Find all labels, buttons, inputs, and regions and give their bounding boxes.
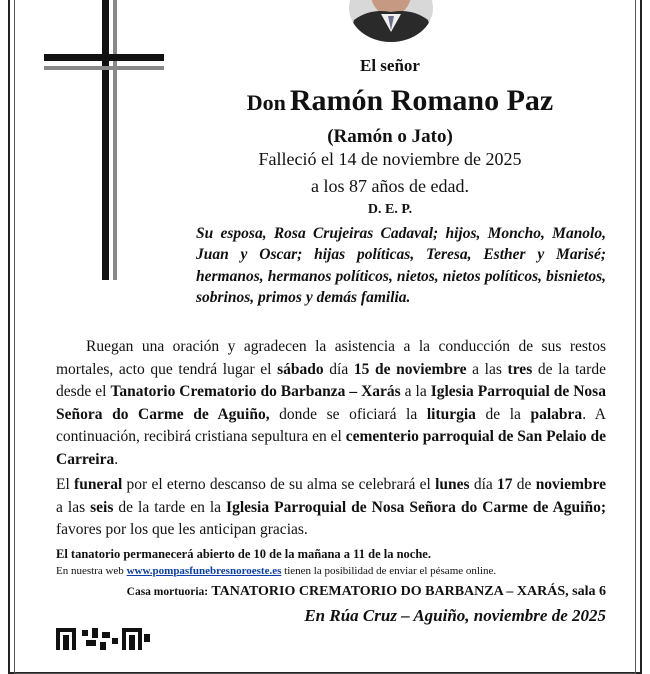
deceased-alias: (Ramón o Jato) — [327, 126, 453, 147]
title-el-senor: El señor — [360, 56, 420, 75]
rip-mark: D. E. P. — [367, 202, 413, 217]
invitation-paragraph: Ruegan una oración y agradecen la asistencia a la conducción de sus restos mortales, acto que tendrá lugar el sábado día 15 de noviembre a las tres de la tarde desde el Tanatorio Crematorio do Barbanza – Xarás a la Iglesia Parroquial de Nosa Señora do Carme de Aguiño, donde se oficiará la liturgia de la palabra. A continuación, recibirá cristiana sepultura en el cementerio parroquial de San Pelaio de Carreira. — [56, 338, 606, 468]
name-full: Ramón Romano Paz — [289, 84, 554, 117]
portrait-photo — [348, 0, 434, 42]
casa-label: Casa mortuoria: — [126, 586, 209, 598]
web-link[interactable]: www.pompasfunebresnoroeste.es — [126, 565, 282, 577]
name-prefix: Don — [246, 90, 286, 115]
casa-mortuoria — [40, 584, 606, 600]
qr-code — [56, 628, 152, 650]
family-list: Su esposa, Rosa Crujeiras Cadaval; hijos, Moncho, Manolo, Juan y Oscar; hijas políticas, Teresa, Esther y Marisé; hermanos, hermanos políticos, nietos, nietos políticos, bisnietos, sobrinos, primos y demás familia. — [196, 225, 606, 307]
deceased-name — [180, 84, 620, 118]
age: a los 87 años de edad. — [311, 176, 469, 196]
place-date: En Rúa Cruz – Aguiño, noviembre de 2025 — [304, 606, 606, 625]
web-note: En nuestra web www.pompasfunebresnoroeste.es tienen la posibilidad de enviar el pésame online. — [56, 565, 497, 577]
cross-icon — [44, 0, 164, 290]
tanatorio-hours: El tanatorio permanecerá abierto de 10 de la mañana a 11 de la noche. — [56, 547, 431, 561]
funeral-paragraph: El funeral por el eterno descanso de su alma se celebrará el lunes día 17 de noviembre a las seis de la tarde en la Iglesia Parroquial de Nosa Señora do Carme de Aguiño; favores por los que les anticipan gracias. — [56, 476, 607, 538]
death-date: Falleció el 14 de noviembre de 2025 — [258, 149, 522, 169]
casa-value: TANATORIO CREMATORIO DO BARBANZA – XARÁS, sala 6 — [211, 584, 606, 599]
